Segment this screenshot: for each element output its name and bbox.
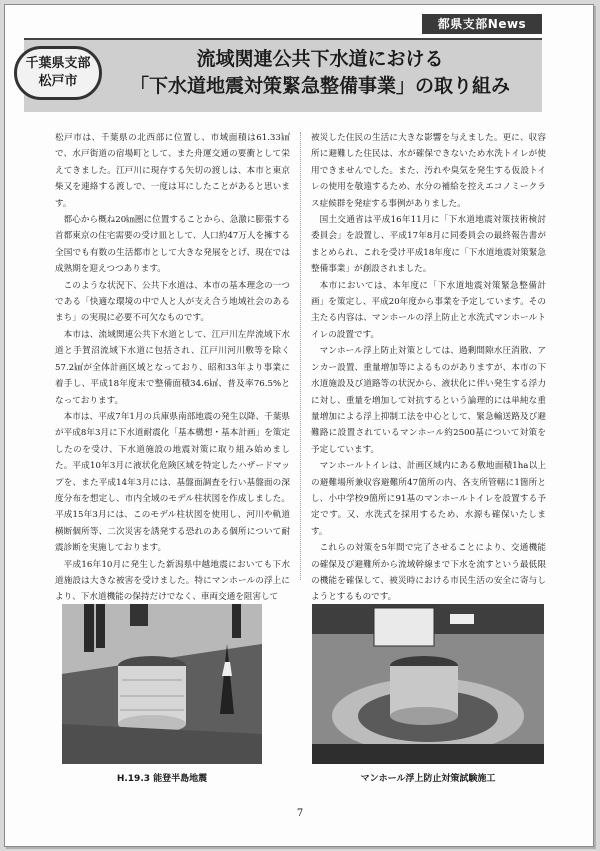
paragraph: 国土交通省は平成16年11月に「下水道地震対策技術検討委員会」を設置し、平成17年8月に同委員会の最終報告書がまとめられ、これを受け平成18年度に「下水道地震対策緊急整備事業」が創設されました。 bbox=[311, 215, 546, 275]
manhole-test-illustration bbox=[312, 604, 544, 764]
earthquake-manhole-illustration bbox=[62, 604, 262, 764]
manhole-test-construction-photo bbox=[312, 604, 544, 764]
photo-caption-right: マンホール浮上防止対策試験施工 bbox=[360, 774, 496, 784]
paragraph: 被災した住民の生活に大きな影響を与えました。更に、収容所に避難した住民は、水が確保できないため水洗トイレが使用できませんでした。また、汚れや臭気を発生する仮設トイレの使用を敬遠するため、水分の補給を控えエコノミークラス症候群を発症する事例がありました。 bbox=[311, 133, 546, 209]
article-title bbox=[118, 46, 522, 100]
right-column bbox=[311, 130, 546, 606]
paragraph: このような状況下、公共下水道は、本市の基本理念の一つである「快適な環境の中で人と人が支え合う地域社会のあるまち」の実現に必要不可欠なものです。 bbox=[55, 280, 290, 324]
paragraph: 本市においては、本年度に「下水道地震対策緊急整備計画」を策定し、平成20年度から事業を予定しています。その主たる内容は、マンホールの浮上防止と水洗式マンホールトイレの設置です。 bbox=[311, 280, 546, 340]
title-line-1: 流域関連公共下水道における bbox=[196, 48, 444, 70]
paragraph: 本市は、平成7年1月の兵庫県南部地震の発生以降、千葉県が平成8年3月に下水道耐震化「基本構想・基本計画」を策定したのを受け、下水道施設の地震対策に取り組み始めました。平成10年3月に液状化危険区域を特定したハザードマップを、また平成14年3月には、基盤面調査を行い基盤面の深度分布を想定し、市内全域のモデル柱状図を作成しました。平成15年3月には、このモデル柱状図を使用し、河川や軌道横断個所等、二次災害を誘発する恐れのある個所について耐震診断を実施しております。 bbox=[55, 411, 290, 554]
paragraph: マンホール浮上防止対策としては、過剰間隙水圧消散、アンカー設置、重量増加等によるものがありますが、本市の下水道施設及び道路等の状況から、液状化に伴い発生する浮力に対し、重量を増加して対抗するという論理的には単純な重量増加による浮上抑制工法を中心として、緊急輸送路及び避難路に設置されているマンホール約2500基について対策を予定しています。 bbox=[311, 346, 546, 455]
branch-name: 千葉県支部 bbox=[25, 56, 91, 71]
column-divider bbox=[300, 132, 301, 580]
paragraph: 平成16年10月に発生した新潟県中越地震においても下水道施設は大きな被害を受けました。特にマンホールの浮上により、下水道機能の保持だけでなく、車両交通を阻害して bbox=[55, 559, 290, 603]
paragraph: 本市は、流域関連公共下水道として、江戸川左岸流域下水道と手賀沼流域下水道に包括され、江戸川河川敷等を除く57.2㎢が全体計画区域となっており、昭和33年より事業に着手し、平成18年度末で整備面積34.6㎢、普及率76.5%となっております。 bbox=[55, 329, 290, 406]
earthquake-manhole-photo bbox=[62, 604, 262, 764]
photo-caption-left: H.19.3 能登半島地震 bbox=[116, 774, 208, 784]
news-tag: 都県支部News bbox=[422, 14, 542, 34]
branch-badge bbox=[14, 46, 102, 100]
paragraph: 都心から概ね20㎞圏に位置することから、急激に膨張する首都東京の住宅需要の受け皿として、人口約47万人を擁する全国でも有数の生活都市として大きな発展をとげ、現在では成熟期を迎えつつあります。 bbox=[55, 215, 290, 275]
page-number: 7 bbox=[296, 808, 304, 819]
city-name: 松戸市 bbox=[38, 74, 78, 89]
title-line-2: 「下水道地震対策緊急整備事業」の取り組み bbox=[129, 75, 510, 97]
paragraph: マンホールトイレは、計画区域内にある敷地面積1ha以上の避難場所兼収容避難所47箇所の内、各支所管轄に1箇所とし、小中学校9箇所に91基のマンホールトイレを設置する予定です。又、水洗式を採用するため、水源も確保いたします。 bbox=[311, 461, 546, 537]
paragraph: これらの対策を5年間で完了させることにより、交通機能の確保及び避難所から流域幹線まで下水を流すという最低限の機能を確保して、被災時における市民生活の安全に寄与しようとするものです。 bbox=[311, 543, 546, 603]
paragraph: 松戸市は、千葉県の北西部に位置し、市域面積は61.33㎢で、水戸街道の宿場町として、また舟運交通の要衝として栄えてきました。江戸川に現存する矢切の渡しは、本市と東京柴又を連絡する渡しで、一度は耳にしたことがあると思います。 bbox=[55, 133, 290, 209]
left-column bbox=[55, 130, 290, 606]
